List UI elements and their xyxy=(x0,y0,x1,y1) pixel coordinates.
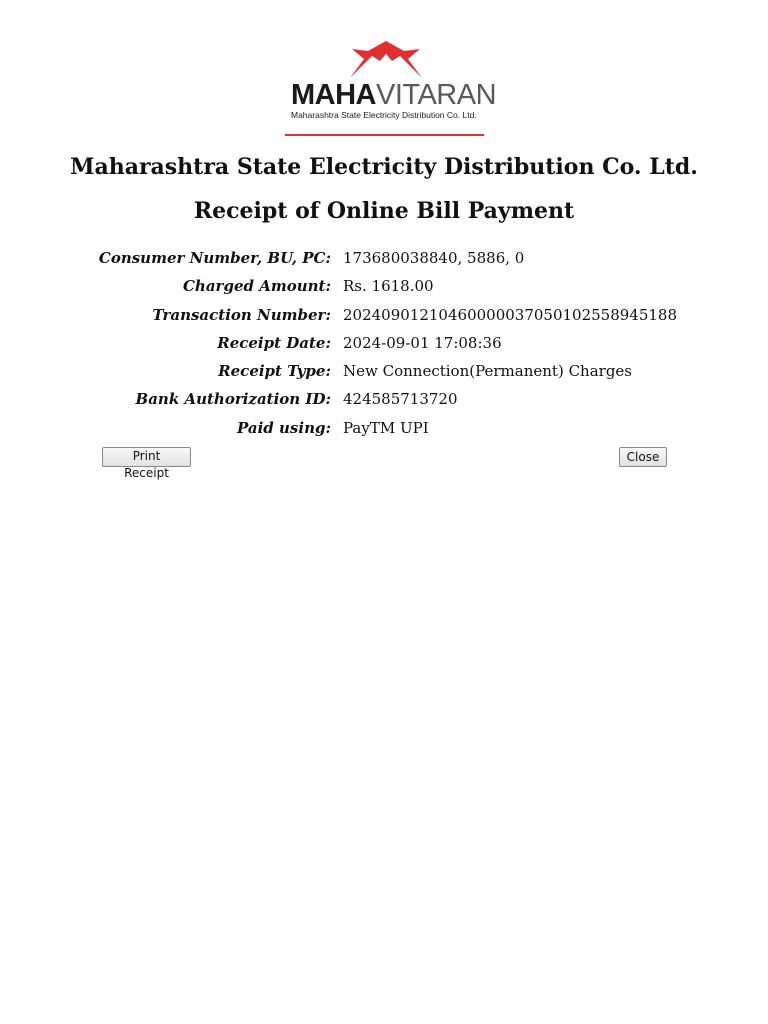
receipt-date-value: 2024-09-01 17:08:36 xyxy=(343,333,502,352)
bank-authorization-label: Bank Authorization ID: xyxy=(135,390,331,409)
detail-row-bank-authorization xyxy=(0,385,768,413)
transaction-number-value: 20240901210460000037050102558945188 xyxy=(343,305,678,324)
paid-using-label: Paid using: xyxy=(237,418,331,437)
logo-wordmark xyxy=(291,79,496,111)
charged-amount-label: Charged Amount: xyxy=(182,277,331,296)
organization-title: Maharashtra State Electricity Distribution Co. Ltd. xyxy=(70,154,698,180)
logo-divider xyxy=(285,134,484,136)
logo-wordmark-maha: MAHA xyxy=(291,79,376,111)
mahavitaran-logo xyxy=(288,38,497,138)
paid-using-value: PayTM UPI xyxy=(343,418,429,437)
receipt-title: Receipt of Online Bill Payment xyxy=(193,198,575,224)
lightning-bolt-logo-icon xyxy=(347,40,425,80)
consumer-number-label: Consumer Number, BU, PC: xyxy=(98,249,331,267)
receipt-details xyxy=(0,244,768,442)
detail-row-receipt-date xyxy=(0,329,768,357)
detail-row-transaction-number xyxy=(0,301,768,329)
receipt-type-value: New Connection(Permanent) Charges xyxy=(343,362,632,381)
print-receipt-button[interactable]: Print Receipt xyxy=(102,447,191,467)
detail-row-consumer-number xyxy=(0,244,768,272)
consumer-number-value: 173680038840, 5886, 0 xyxy=(343,249,525,267)
charged-amount-value: Rs. 1618.00 xyxy=(343,277,434,296)
close-button[interactable]: Close xyxy=(619,447,667,467)
detail-row-charged-amount xyxy=(0,272,768,300)
receipt-date-label: Receipt Date: xyxy=(217,333,331,352)
receipt-type-label: Receipt Type: xyxy=(218,362,331,381)
bank-authorization-value: 424585713720 xyxy=(343,390,458,409)
detail-row-receipt-type xyxy=(0,357,768,385)
logo-wordmark-vitaran: VITARAN xyxy=(376,79,497,111)
detail-row-paid-using xyxy=(0,414,768,442)
transaction-number-label: Transaction Number: xyxy=(152,305,331,324)
logo-tagline: Maharashtra State Electricity Distribution Co. Ltd. xyxy=(291,110,477,120)
